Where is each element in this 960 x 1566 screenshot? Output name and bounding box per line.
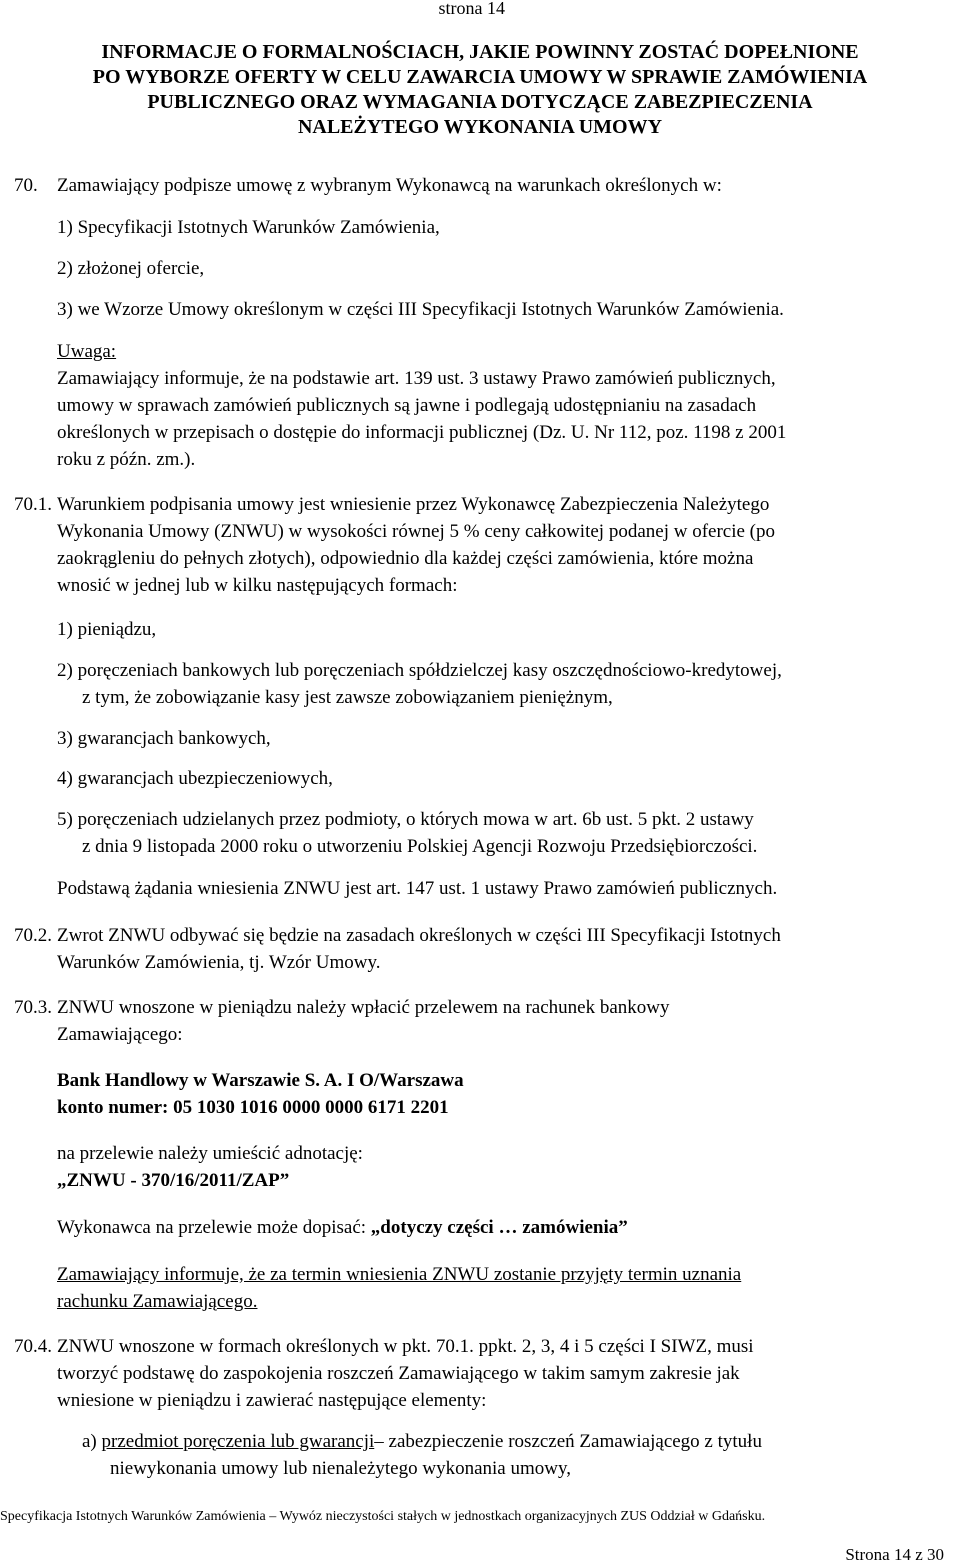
section-70-3-line-1: ZNWU wnoszone w pieniądzu należy wpłacić przelewem na rachunek bankowy [57,997,670,1018]
may-add-prefix: Wykonawca na przelewie może dopisać: [57,1217,371,1238]
section-70-1-line-1: Warunkiem podpisania umowy jest wniesienie przez Wykonawcę Zabezpieczenia Należytego [57,494,770,515]
heading-line-1: INFORMACJE O FORMALNOŚCIACH, JAKIE POWINNY ZOSTAĆ DOPEŁNIONE [101,41,859,63]
form-item-2-cont: z tym, że zobowiązanie kasy jest zawsze zobowiązaniem pieniężnym, [82,687,613,708]
info-line-2: rachunku Zamawiającego. [57,1291,258,1312]
page-number-header: strona 14 [438,0,505,18]
section-70-4-line-2: tworzyć podstawę do zaspokojenia roszczeń Zamawiającego w takim samym zakresie jak [57,1363,740,1384]
section-70-4-line-1: ZNWU wnoszone w formach określonych w pkt. 70.1. ppkt. 2, 3, 4 i 5 części I SIWZ, musi [57,1336,754,1357]
form-item-3: 3) gwarancjach bankowych, [57,728,271,749]
section-70-1-number: 70.1. [14,494,52,515]
element-a-rest: – zabezpieczenie roszczeń Zamawiającego z tytułu [374,1431,762,1452]
section-70-3-line-2: Zamawiającego: [57,1024,183,1045]
may-add-line [57,1214,628,1241]
form-item-5: 5) poręczeniach udzielanych przez podmioty, o których mowa w art. 6b ust. 5 pkt. 2 ustawy [57,809,754,830]
heading-line-3: PUBLICZNEGO ORAZ WYMAGANIA DOTYCZĄCE ZABEZPIECZENIA [147,91,813,113]
annotation-label: na przelewie należy umieścić adnotację: [57,1143,363,1164]
section-70-item-2: 2) złożonej ofercie, [57,258,205,279]
section-70-1-line-3: zaokrągleniu do pełnych złotych), odpowiednio dla każdej części zamówienia, które można [57,548,754,569]
form-item-1: 1) pieniądzu, [57,619,157,640]
note-line-3: określonych w przepisach o dostępie do informacji publicznej (Dz. U. Nr 112, poz. 1198 z 2001 [57,422,787,443]
note-line-1: Zamawiający informuje, że na podstawie art. 139 ust. 3 ustawy Prawo zamówień publicznych, [57,368,776,389]
annotation-value: „ZNWU - 370/16/2011/ZAP” [57,1170,290,1191]
form-item-2: 2) poręczeniach bankowych lub poręczeniach spółdzielczej kasy oszczędnościowo-kredytowej, [57,660,782,681]
section-70-2-number: 70.2. [14,925,52,946]
section-70-1-line-4: wnosić w jednej lub w kilku następujących formach: [57,575,458,596]
section-70-item-3: 3) we Wzorze Umowy określonym w części III Specyfikacji Istotnych Warunków Zamówienia. [57,299,784,320]
footer-page-number: Strona 14 z 30 [845,1545,944,1564]
form-item-4: 4) gwarancjach ubezpieczeniowych, [57,768,333,789]
section-70-2-line-2: Warunków Zamówienia, tj. Wzór Umowy. [57,952,381,973]
basis-text: Podstawą żądania wniesienia ZNWU jest art. 147 ust. 1 ustawy Prawo zamówień publicznych. [57,878,778,899]
form-item-5-cont: z dnia 9 listopada 2000 roku o utworzeniu Polskiej Agencji Rozwoju Przedsiębiorczości. [82,836,758,857]
note-line-2: umowy w sprawach zamówień publicznych są jawne i podlegają udostępnianiu na zasadach [57,395,757,416]
section-70-4-line-3: wniesione w pieniądzu i zawierać następujące elementy: [57,1390,487,1411]
element-a-underlined: przedmiot poręczenia lub gwarancji [101,1431,375,1452]
account-number: konto numer: 05 1030 1016 0000 0000 6171 2201 [57,1097,449,1118]
element-a-line-1 [82,1428,762,1455]
section-70-4-number: 70.4. [14,1336,52,1357]
section-70-item-1: 1) Specyfikacji Istotnych Warunków Zamówienia, [57,217,440,238]
footer-text: Specyfikacja Istotnych Warunków Zamówienia – Wywóz nieczystości stałych w jednostkach organizacyjnych ZUS Oddział w Gdańsku. [0,1509,766,1524]
heading-line-4: NALEŻYTEGO WYKONANIA UMOWY [297,116,663,138]
note-line-4: roku z późn. zm.). [57,449,196,470]
note-label: Uwaga: [57,341,117,362]
may-add-value: „dotyczy części … zamówienia” [370,1217,628,1238]
section-70-3-number: 70.3. [14,997,52,1018]
section-70-2-line-1: Zwrot ZNWU odbywać się będzie na zasadach określonych w części III Specyfikacji Istotnych [57,925,781,946]
heading-line-2: PO WYBORZE OFERTY W CELU ZAWARCIA UMOWY W SPRAWIE ZAMÓWIENIA [92,66,868,88]
element-a-line-2: niewykonania umowy lub nienależytego wykonania umowy, [110,1458,571,1479]
element-a-prefix: a) [82,1431,102,1452]
info-line-1: Zamawiający informuje, że za termin wniesienia ZNWU zostanie przyjęty termin uznania [57,1264,742,1285]
section-70-number: 70. [14,175,38,196]
bank-name: Bank Handlowy w Warszawie S. A. I O/Warszawa [57,1070,464,1091]
section-70-1-line-2: Wykonania Umowy (ZNWU) w wysokości równej 5 % ceny całkowitej podanej w ofercie (po [57,521,776,542]
section-70-text: Zamawiający podpisze umowę z wybranym Wykonawcą na warunkach określonych w: [57,175,722,196]
section-heading [0,40,960,140]
